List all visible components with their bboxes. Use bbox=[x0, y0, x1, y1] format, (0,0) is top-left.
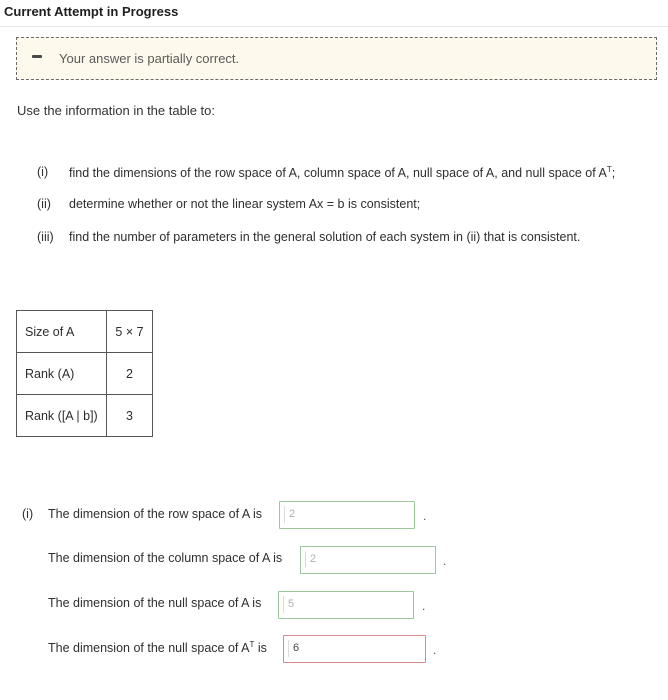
info-table bbox=[16, 310, 153, 437]
column-space-answer-input[interactable] bbox=[300, 546, 436, 574]
table-cell-value: 2 bbox=[107, 353, 153, 395]
task-number: (i) bbox=[37, 165, 49, 179]
answer-label: The dimension of the row space of A is bbox=[48, 507, 263, 521]
null-space-transpose-answer-input[interactable] bbox=[283, 635, 426, 663]
partial-icon bbox=[32, 55, 42, 58]
task-text: find the number of parameters in the general solution of each system in (ii) that is consistent. bbox=[69, 230, 581, 244]
task-number: (iii) bbox=[37, 230, 54, 244]
answer-value: 6 bbox=[288, 640, 299, 657]
task-text: determine whether or not the linear system Ax = b is consistent; bbox=[69, 197, 421, 211]
task-text: find the dimensions of the row space of A, column space of A, null space of A, and null space of $A^T$; bbox=[69, 165, 616, 181]
period: . bbox=[433, 643, 437, 657]
table-cell-value: 3 bbox=[107, 395, 153, 437]
answer-value: 2 bbox=[284, 506, 295, 523]
table-row bbox=[17, 353, 153, 395]
table-row bbox=[17, 395, 153, 437]
table-row bbox=[17, 311, 153, 353]
period: . bbox=[443, 554, 447, 568]
page-title: Current Attempt in Progress bbox=[4, 4, 179, 19]
feedback-message: Your answer is partially correct. bbox=[59, 51, 240, 66]
row-space-answer-input[interactable] bbox=[279, 501, 415, 529]
table-cell-label: Size of A bbox=[17, 311, 107, 353]
feedback-alert bbox=[16, 37, 657, 80]
table-cell-label: Rank ([A | b]) bbox=[17, 395, 107, 437]
table-cell-value: 5 × 7 bbox=[107, 311, 153, 353]
answer-label: The dimension of the null space of A is bbox=[48, 596, 262, 610]
instructions-text: Use the information in the table to: bbox=[17, 103, 216, 118]
answer-value: 2 bbox=[305, 551, 316, 568]
answer-label: The dimension of the null space of $A^T$ is bbox=[48, 640, 267, 656]
period: . bbox=[422, 599, 426, 613]
null-space-answer-input[interactable] bbox=[278, 591, 414, 619]
header-divider bbox=[0, 26, 668, 27]
task-number: (ii) bbox=[37, 197, 51, 211]
answer-value: 5 bbox=[283, 596, 294, 613]
answer-section-number: (i) bbox=[22, 507, 34, 521]
period: . bbox=[423, 509, 427, 523]
answer-label: The dimension of the column space of A is bbox=[48, 551, 283, 565]
table-cell-label: Rank (A) bbox=[17, 353, 107, 395]
